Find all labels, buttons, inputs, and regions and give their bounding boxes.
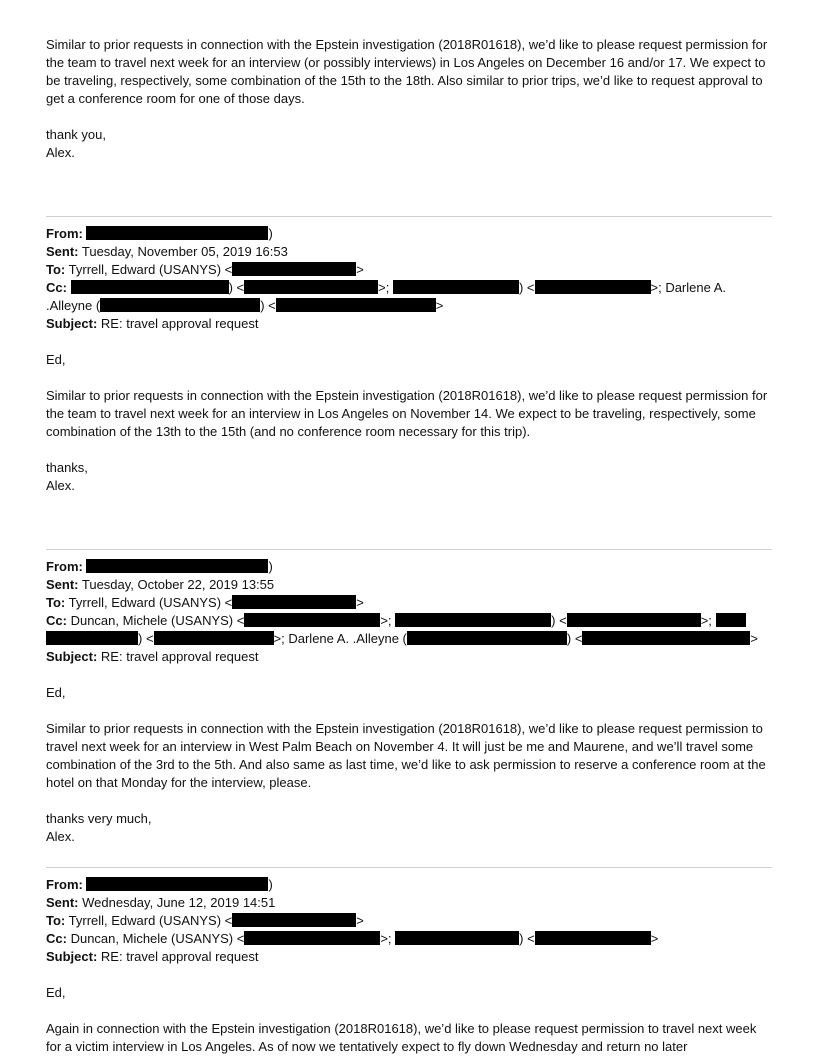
cc-line-continued: ) < >; Darlene A. .Alleyne ( ) < > <box>46 630 772 648</box>
redaction-bar <box>276 298 436 312</box>
email-closing: thanks very much, <box>46 811 152 826</box>
redaction-bar <box>154 631 274 645</box>
redaction-bar <box>716 613 746 627</box>
from-line: From: ) <box>46 226 273 241</box>
email-body: Similar to prior requests in connection with the Epstein investigation (2018R01618), we’d like to please request permission to travel next week for an interview in West Palm Beach on November 4. It will just be me and Maurene, and we’ll travel some combination of the 3rd to the 5th. And also same as last time, we’d like to ask permission to reserve a conference room at the hotel on that Monday for the interview, please. <box>46 721 766 790</box>
email-body: Again in connection with the Epstein investigation (2018R01618), we’d like to please request permission to travel next week for a victim interview in Los Angeles. As of now we tentatively expect to fly down Wednesday and return no later <box>46 1021 757 1054</box>
redaction-bar <box>232 262 356 276</box>
cc-line: Cc: Duncan, Michele (USANYS) < >; ) < > <box>46 931 659 946</box>
email-signature: Alex. <box>46 829 75 844</box>
redaction-bar <box>46 631 138 645</box>
redaction-bar <box>393 280 519 294</box>
subject-line: Subject: RE: travel approval request <box>46 949 259 964</box>
redaction-bar <box>86 226 268 240</box>
cc-line: Cc: ) < >; ) < >; Darlene A. <box>46 280 727 295</box>
redaction-bar <box>395 931 519 945</box>
subject-line: Subject: RE: travel approval request <box>46 316 259 331</box>
email-greeting: Ed, <box>46 985 66 1000</box>
sent-line: Sent: Tuesday, November 05, 2019 16:53 <box>46 244 288 259</box>
email-greeting: Ed, <box>46 352 66 367</box>
divider <box>46 867 772 868</box>
redaction-bar <box>244 280 378 294</box>
redaction-bar <box>535 280 651 294</box>
email-signature: Alex. <box>46 145 75 160</box>
to-line: To: Tyrrell, Edward (USANYS) < > <box>46 913 364 928</box>
redaction-bar <box>582 631 750 645</box>
sent-line: Sent: Wednesday, June 12, 2019 14:51 <box>46 895 276 910</box>
divider <box>46 216 772 217</box>
redaction-bar <box>244 931 380 945</box>
subject-line: Subject: RE: travel approval request <box>46 649 259 664</box>
redaction-bar <box>567 613 701 627</box>
email-greeting: Ed, <box>46 685 66 700</box>
redaction-bar <box>535 931 651 945</box>
redaction-bar <box>100 298 260 312</box>
email-closing: thank you, <box>46 127 106 142</box>
redaction-bar <box>395 613 551 627</box>
divider <box>46 549 772 550</box>
from-line: From: ) <box>46 877 273 892</box>
redaction-bar <box>232 595 356 609</box>
email-closing: thanks, <box>46 460 88 475</box>
redaction-bar <box>407 631 567 645</box>
email-body: Similar to prior requests in connection with the Epstein investigation (2018R01618), we’d like to please request permission for the team to travel next week for an interview (or possibly interviews) in Los Angeles on December 16 and/or 17. We expect to be traveling, respectively, some combination of the 15th to the 18th. Also similar to prior trips, we’d like to request approval to get a conference room for one of those days. <box>46 37 768 106</box>
redaction-bar <box>71 280 229 294</box>
to-line: To: Tyrrell, Edward (USANYS) < > <box>46 595 364 610</box>
redaction-bar <box>86 559 268 573</box>
sent-line: Sent: Tuesday, October 22, 2019 13:55 <box>46 577 275 592</box>
email-signature: Alex. <box>46 478 75 493</box>
redaction-bar <box>86 877 268 891</box>
email-body: Similar to prior requests in connection with the Epstein investigation (2018R01618), we’d like to please request permission for the team to travel next week for an interview in Los Angeles on November 14. We expect to be traveling, respectively, some combination of the 13th to the 15th (and no conference room necessary for this trip). <box>46 388 768 439</box>
from-line: From: ) <box>46 559 273 574</box>
cc-line-continued: .Alleyne ( ) < > <box>46 298 444 313</box>
redaction-bar <box>232 913 356 927</box>
cc-line: Cc: Duncan, Michele (USANYS) < >; ) < >; <box>46 612 772 630</box>
email-thread <box>46 36 772 1056</box>
to-line: To: Tyrrell, Edward (USANYS) < > <box>46 262 364 277</box>
redaction-bar <box>244 613 380 627</box>
